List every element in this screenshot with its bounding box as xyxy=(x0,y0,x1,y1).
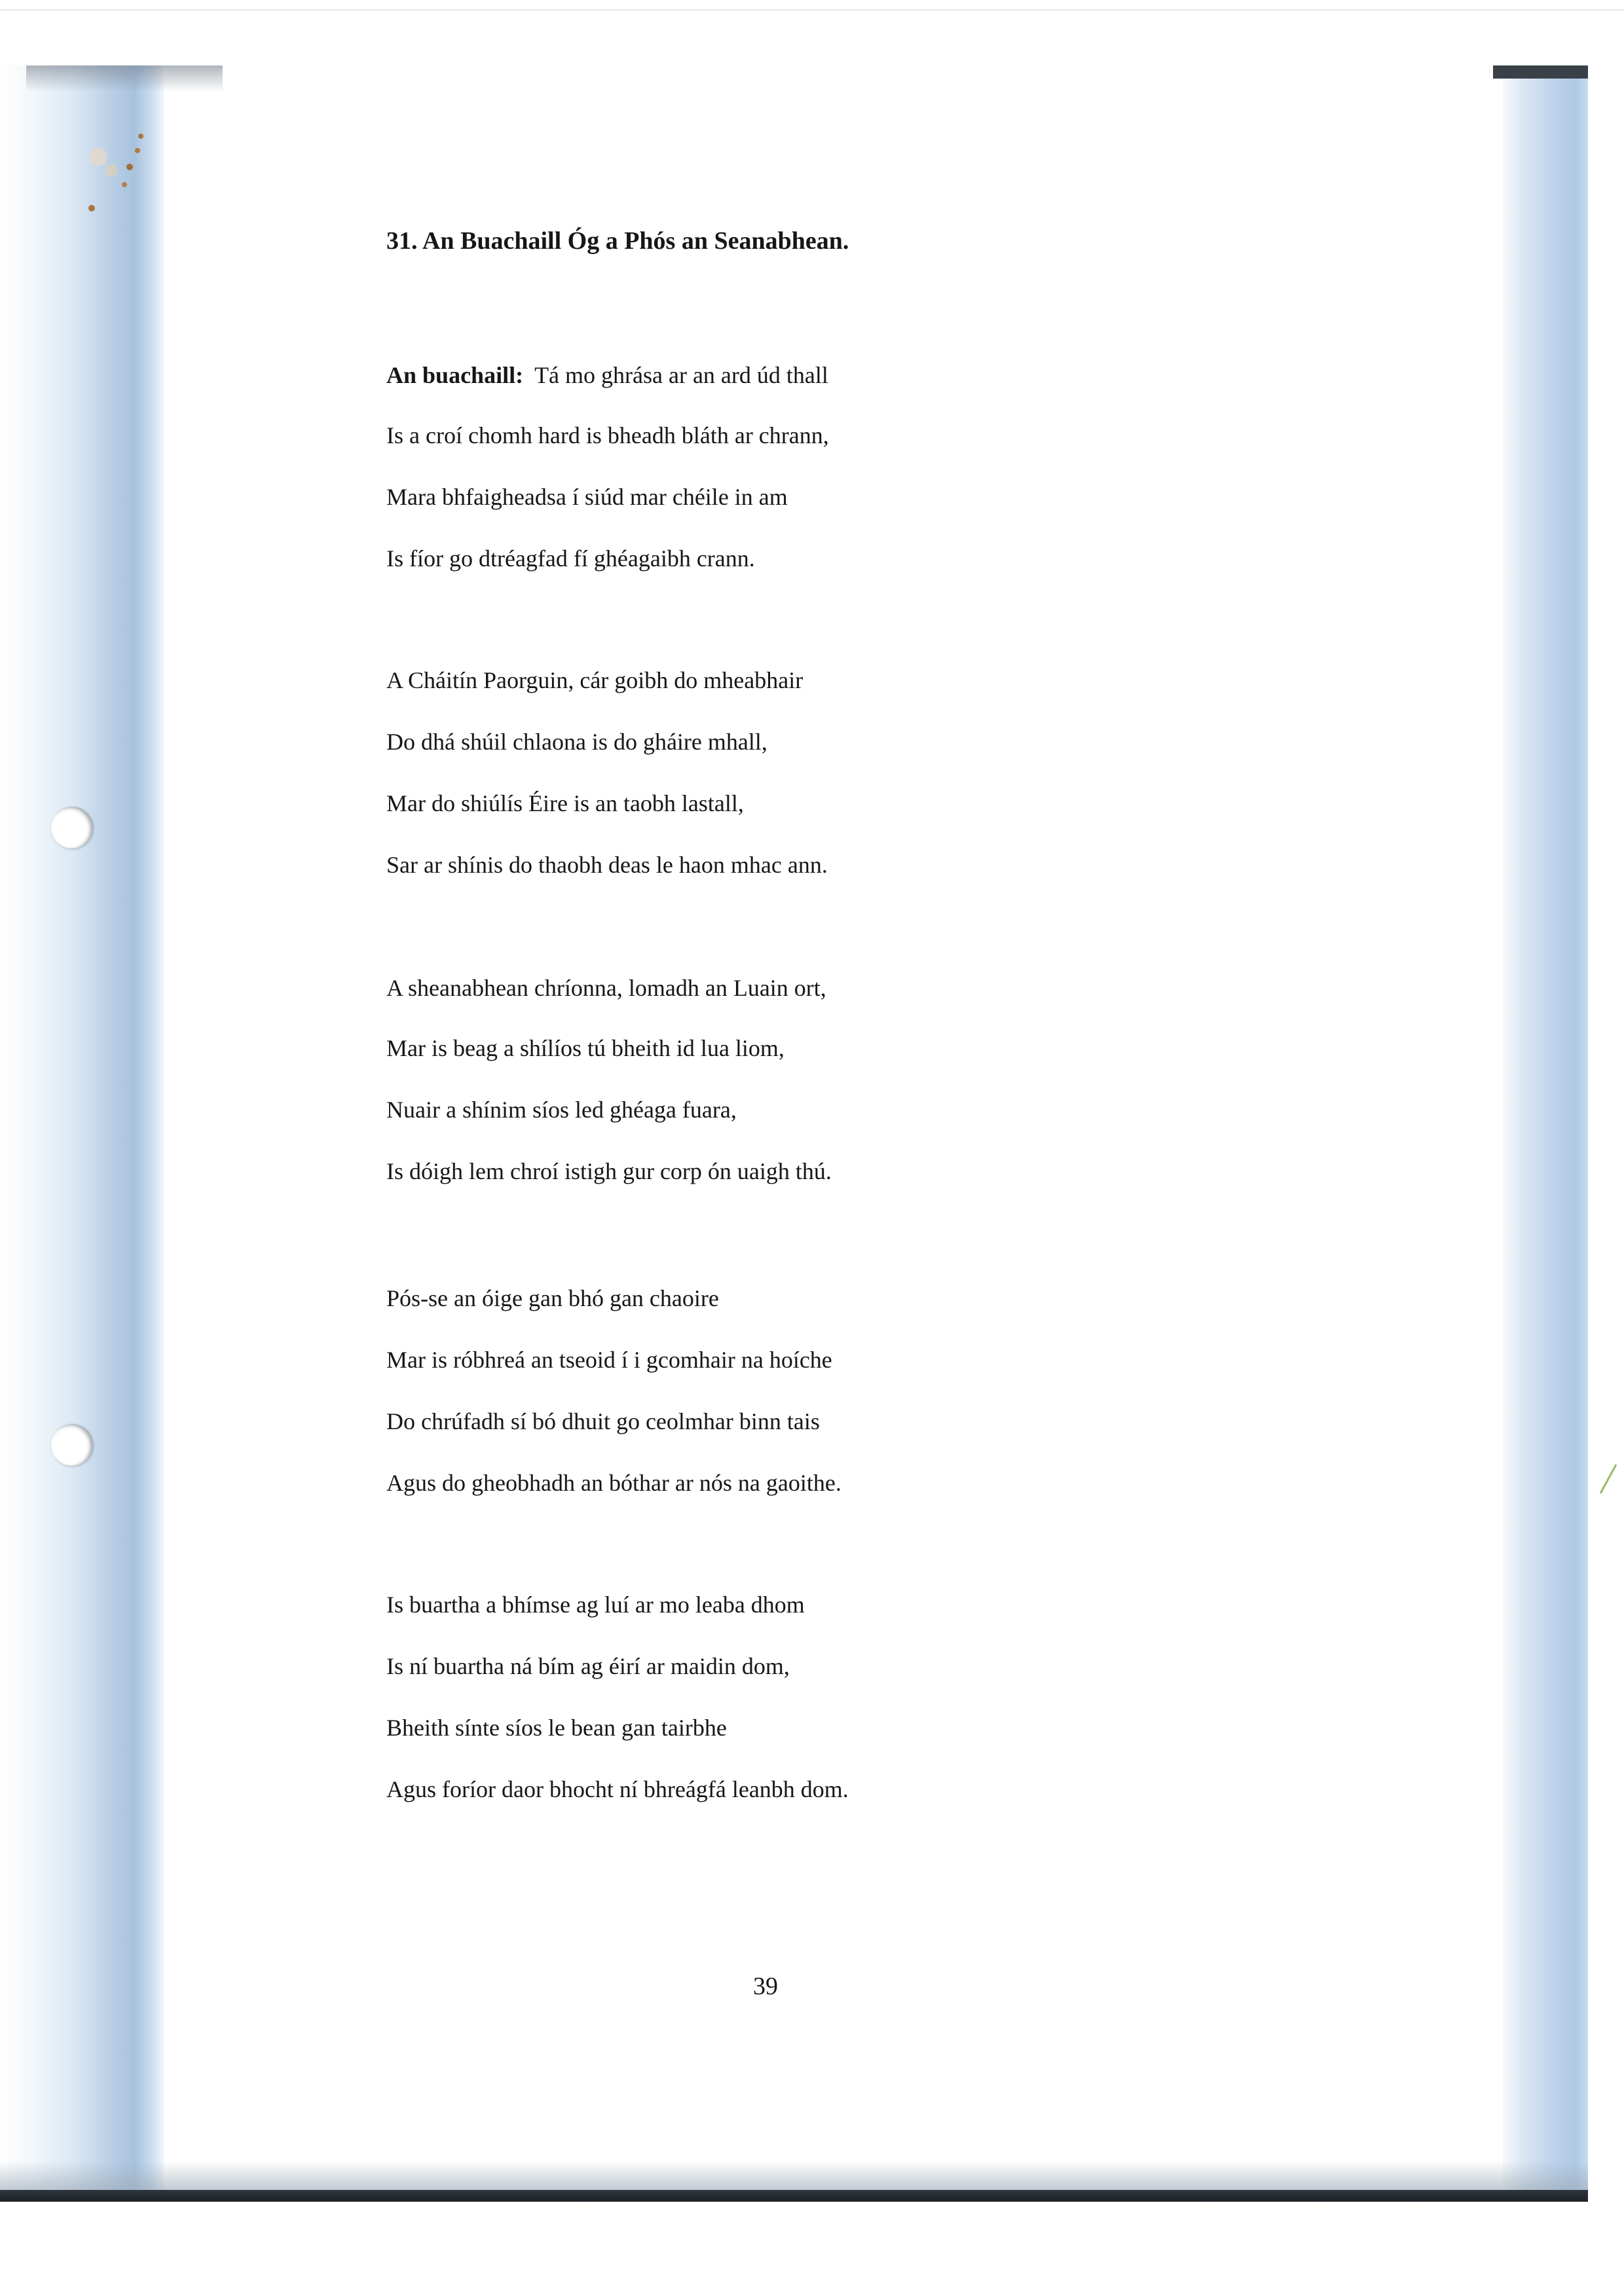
verse-line: Sar ar shínis do thaobh deas le haon mhac ann. xyxy=(386,852,828,878)
verse-line: Bheith sínte síos le bean gan tairbhe xyxy=(386,1715,727,1741)
verse-line-text: Tá mo ghrása ar an ard úd thall xyxy=(534,362,828,388)
stain-marks xyxy=(79,131,151,216)
verse-line: Nuair a shínim síos led ghéaga fuara, xyxy=(386,1097,737,1123)
verse-line: Mara bhfaigheadsa í siúd mar chéile in am xyxy=(386,484,788,510)
verse-line: Is fíor go dtréagfad fí ghéagaibh crann. xyxy=(386,545,755,572)
page-edge-shadow-right xyxy=(1503,69,1588,2193)
speaker-label: An buachaill: xyxy=(386,362,524,388)
verse-line: Agus do gheobhadh an bóthar ar nós na gaoithe. xyxy=(386,1470,841,1496)
page-edge-shadow-bottom xyxy=(0,2160,1588,2190)
verse-line: Mar do shiúlís Éire is an taobh lastall, xyxy=(386,790,744,816)
verse-line: A sheanabhean chríonna, lomadh an Luain ort, xyxy=(386,975,826,1001)
verse-line: A Cháitín Paorguin, cár goibh do mheabhair xyxy=(386,667,803,693)
punch-hole-upper xyxy=(51,807,93,848)
scanner-edge-top-right xyxy=(1493,65,1588,79)
verse-line: Is buartha a bhímse ag luí ar mo leaba dhom xyxy=(386,1592,805,1618)
verse-line: Mar is beag a shílíos tú bheith id lua liom, xyxy=(386,1035,784,1061)
verse-line: Is a croí chomh hard is bheadh bláth ar chrann, xyxy=(386,422,829,448)
page-number: 39 xyxy=(753,1973,778,2000)
verse-line: Is ní buartha ná bím ag éirí ar maidin dom, xyxy=(386,1653,790,1679)
verse-line xyxy=(386,361,828,389)
poem-title: 31. An Buachaill Óg a Phós an Seanabhean. xyxy=(386,227,849,255)
binding-shadow-left xyxy=(0,65,164,2193)
verse-line: Mar is róbhreá an tseoid í i gcomhair na hoíche xyxy=(386,1347,832,1373)
document-page xyxy=(386,0,1369,2160)
verse-line: Agus foríor daor bhocht ní bhreágfá leanbh dom. xyxy=(386,1776,849,1802)
binding-shade-top xyxy=(26,65,223,92)
verse-line: Do dhá shúil chlaona is do gháire mhall, xyxy=(386,729,767,755)
verse-line: Do chrúfadh sí bó dhuit go ceolmhar binn tais xyxy=(386,1408,820,1434)
punch-hole-lower xyxy=(51,1424,93,1466)
verse-line: Pós-se an óige gan bhó gan chaoire xyxy=(386,1285,719,1311)
scanner-edge-bottom xyxy=(0,2190,1588,2202)
verse-line: Is dóigh lem chroí istigh gur corp ón uaigh thú. xyxy=(386,1158,832,1184)
margin-mark xyxy=(1598,1463,1617,1496)
